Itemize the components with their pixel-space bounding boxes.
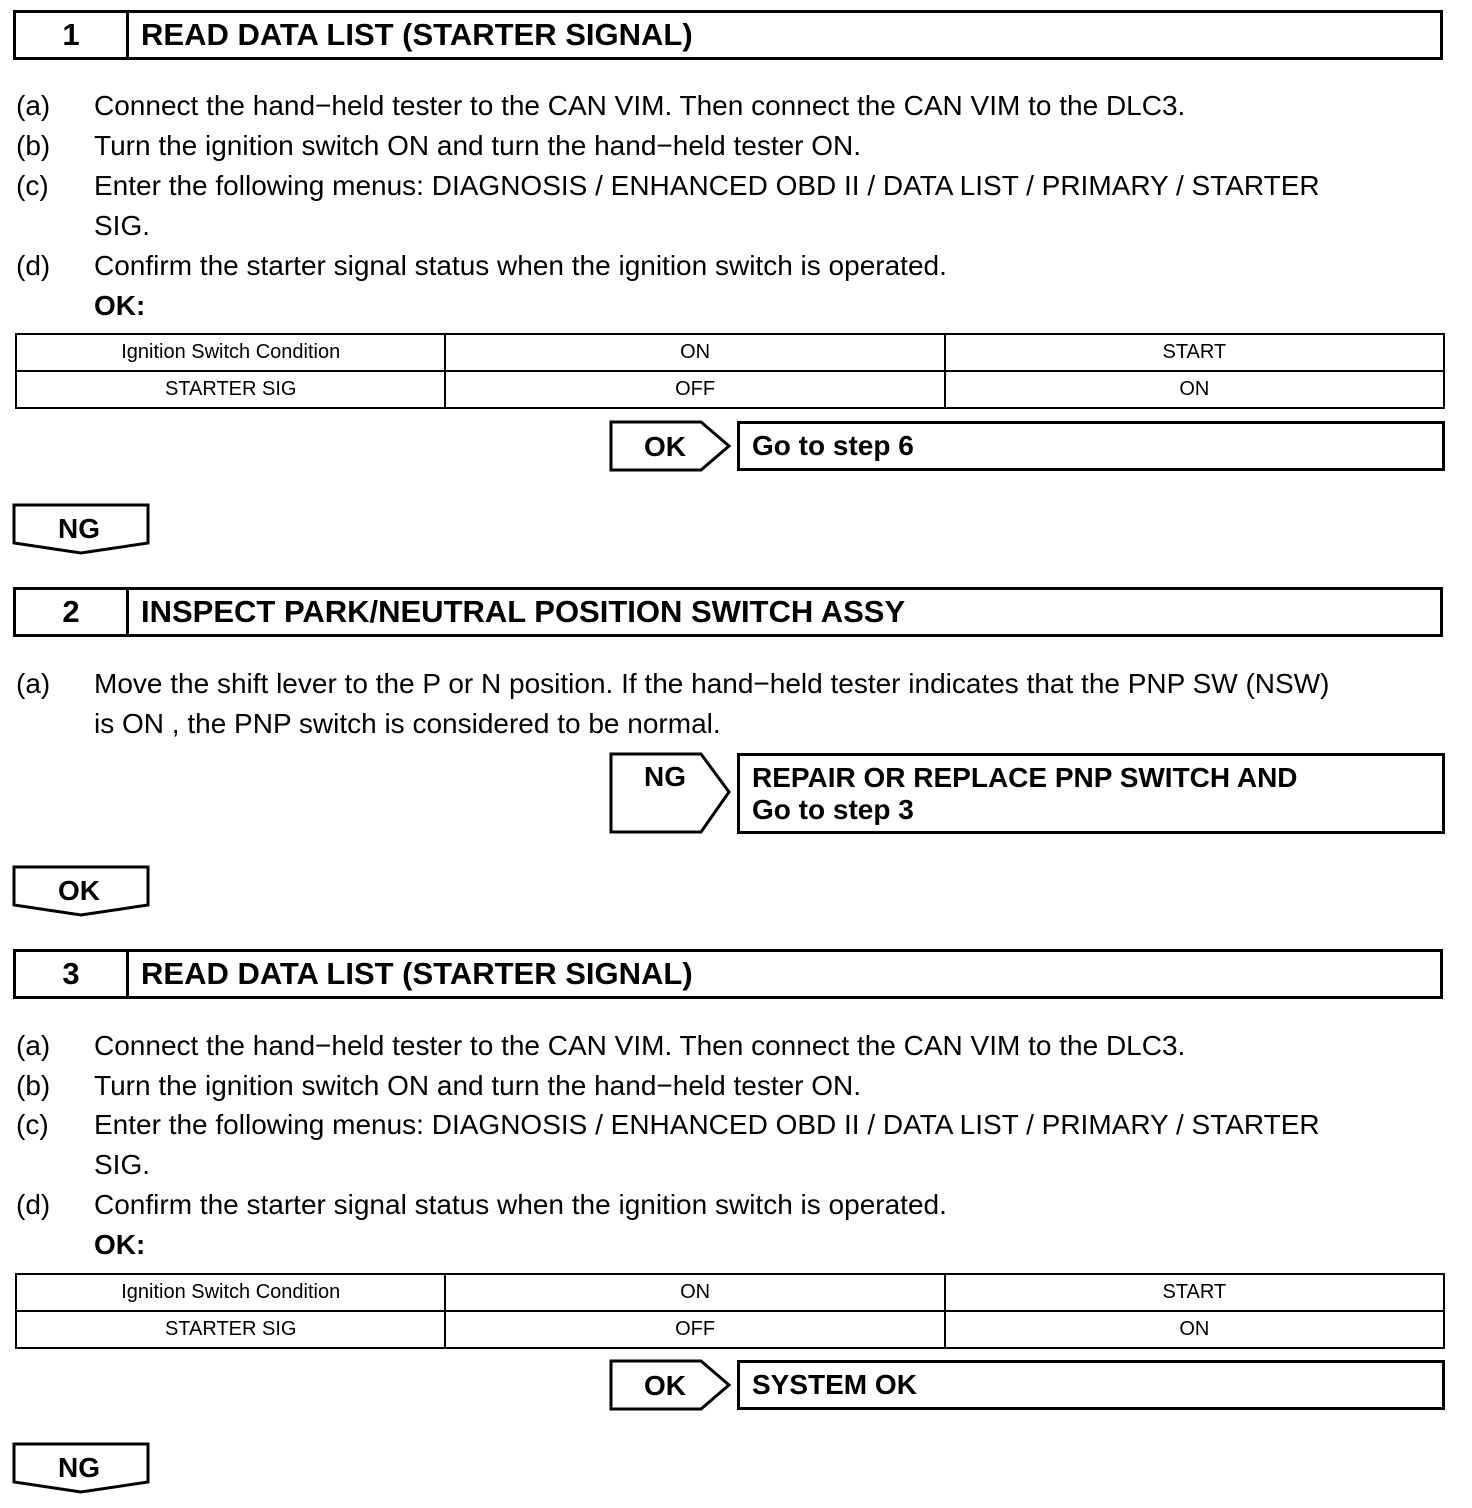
instruction-text: Confirm the starter signal status when the ignition switch is operated. (94, 250, 947, 281)
table-cell: START (945, 334, 1444, 371)
table-cell: STARTER SIG (16, 371, 445, 408)
instruction-text: Connect the hand−held tester to the CAN VIM. Then connect the CAN VIM to the DLC3. (94, 90, 1186, 121)
instruction-text: Enter the following menus: DIAGNOSIS / ENHANCED OBD II / DATA LIST / PRIMARY / STARTER (94, 170, 1320, 201)
table-cell: Ignition Switch Condition (16, 1274, 445, 1311)
arrow-label: OK (58, 875, 100, 906)
step-1-ng-down-arrow (12, 503, 152, 557)
step-1-ok-arrow (609, 420, 733, 472)
table-row (16, 371, 1444, 408)
step-3-table (15, 1273, 1445, 1349)
instruction-label: (b) (16, 1070, 51, 1101)
instruction-text: Confirm the starter signal status when the ignition switch is operated. (94, 1189, 947, 1220)
step-3-result-box (737, 1360, 1445, 1410)
arrow-label: NG (58, 513, 100, 544)
step-3-header (13, 949, 1443, 999)
step-2-result-box (737, 753, 1445, 834)
step-2-title: INSPECT PARK/NEUTRAL POSITION SWITCH ASSY (141, 594, 906, 629)
arrow-label: NG (58, 1452, 100, 1483)
instruction-text: Move the shift lever to the P or N position. If the hand−held tester indicates that the PNP SW (NSW) (94, 668, 1330, 699)
step-3-ng-down-arrow (12, 1442, 152, 1496)
table-row (16, 1311, 1444, 1348)
table-cell: STARTER SIG (16, 1311, 445, 1348)
instruction-label: (d) (16, 1189, 51, 1220)
instruction-text: Turn the ignition switch ON and turn the hand−held tester ON. (94, 1070, 862, 1101)
instruction-label: (a) (16, 668, 51, 699)
instruction-label: (c) (16, 1109, 49, 1140)
table-row (16, 1274, 1444, 1311)
step-1-result-box (737, 421, 1445, 471)
step-3-title: READ DATA LIST (STARTER SIGNAL) (141, 956, 693, 991)
instruction-label: (d) (16, 250, 51, 281)
result-text-line-2: Go to step 3 (752, 794, 914, 825)
table-cell: OFF (445, 371, 944, 408)
step-2-header (13, 587, 1443, 637)
table-cell: ON (445, 334, 944, 371)
table-cell: Ignition Switch Condition (16, 334, 445, 371)
table-cell: OFF (445, 1311, 944, 1348)
arrow-label: NG (644, 761, 686, 792)
step-1-title: READ DATA LIST (STARTER SIGNAL) (141, 17, 693, 52)
instruction-text-continued: is ON , the PNP switch is considered to be normal. (94, 708, 721, 739)
result-text: SYSTEM OK (752, 1369, 917, 1400)
instruction-text: Enter the following menus: DIAGNOSIS / ENHANCED OBD II / DATA LIST / PRIMARY / STARTER (94, 1109, 1320, 1140)
instruction-label: (a) (16, 90, 51, 121)
step-1-ok-caption: OK: (94, 290, 146, 321)
instruction-text: Turn the ignition switch ON and turn the hand−held tester ON. (94, 130, 862, 161)
instruction-text-continued: SIG. (94, 1149, 151, 1180)
instruction-label: (a) (16, 1030, 51, 1061)
step-3-ok-caption: OK: (94, 1229, 146, 1260)
step-1-table (15, 333, 1445, 409)
step-1-header (13, 10, 1443, 60)
table-row (16, 334, 1444, 371)
arrow-label: OK (644, 431, 686, 462)
table-cell: ON (945, 371, 1444, 408)
result-text-line-1: REPAIR OR REPLACE PNP SWITCH AND (752, 762, 1298, 793)
step-1-number: 1 (16, 13, 129, 57)
instruction-label: (b) (16, 130, 51, 161)
table-cell: ON (445, 1274, 944, 1311)
instruction-text: Connect the hand−held tester to the CAN VIM. Then connect the CAN VIM to the DLC3. (94, 1030, 1186, 1061)
table-cell: ON (945, 1311, 1444, 1348)
step-3-ok-arrow (609, 1359, 733, 1411)
instruction-label: (c) (16, 170, 49, 201)
step-2-ng-arrow (609, 752, 733, 836)
table-cell: START (945, 1274, 1444, 1311)
arrow-label: OK (644, 1370, 686, 1401)
step-2-ok-down-arrow (12, 865, 152, 919)
step-2-number: 2 (16, 590, 129, 634)
instruction-text-continued: SIG. (94, 210, 151, 241)
result-text: Go to step 6 (752, 430, 914, 461)
step-3-number: 3 (16, 952, 129, 996)
